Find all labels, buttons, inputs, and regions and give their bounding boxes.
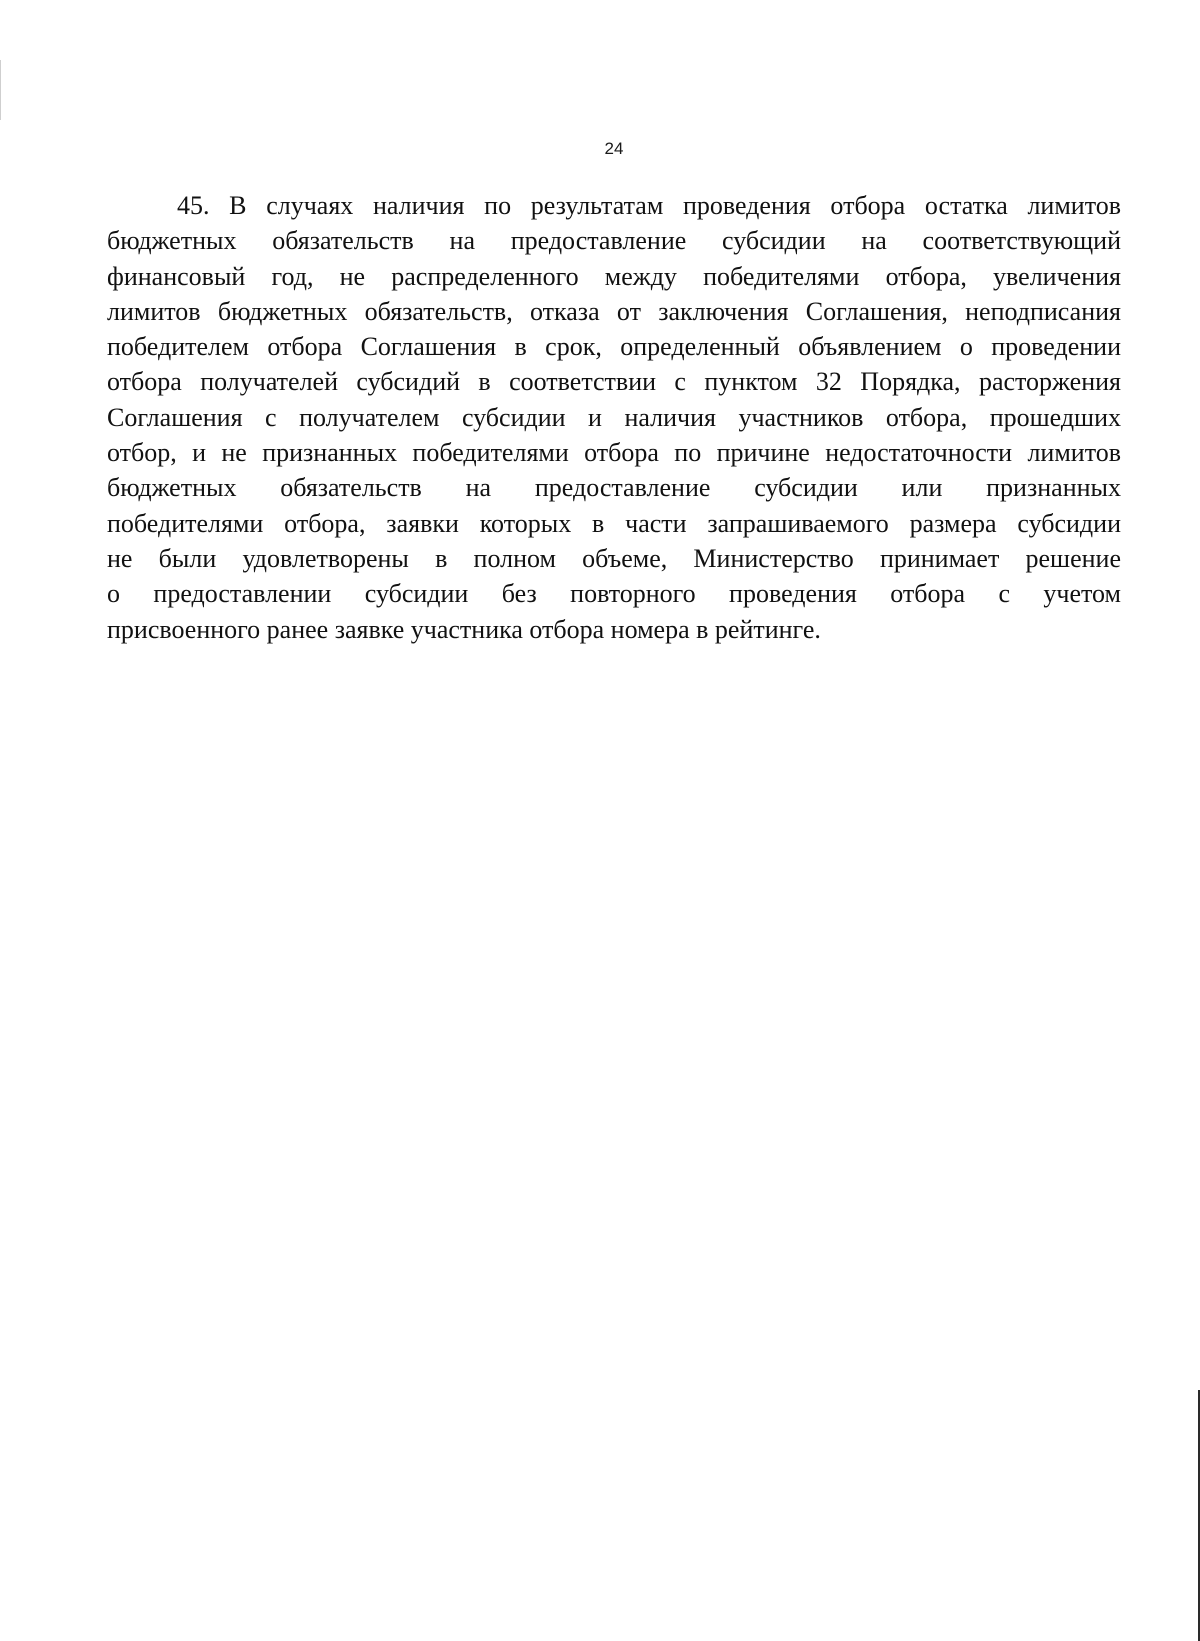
paragraph-line: о предоставлении субсидии без повторного проведения отбора с учетом (107, 579, 1121, 609)
paragraph-line: победителем отбора Соглашения в срок, определенный объявлением о проведении (107, 332, 1121, 362)
page-number: 24 (604, 139, 624, 158)
paragraph-line: Соглашения с получателем субсидии и наличия участников отбора, прошедших (107, 402, 1121, 432)
paragraph-line: лимитов бюджетных обязательств, отказа от заключения Соглашения, неподписания (107, 296, 1121, 326)
paragraph-line: не были удовлетворены в полном объеме, Министерство принимает решение (107, 543, 1121, 573)
paragraph-line: финансовый год, не распределенного между победителями отбора, увеличения (107, 261, 1121, 291)
paragraph-line: победителями отбора, заявки которых в части запрашиваемого размера субсидии (107, 508, 1121, 538)
scan-edge-mark (0, 60, 1, 120)
paragraph-line: отбор, и не признанных победителями отбора по причине недостаточности лимитов (107, 438, 1121, 468)
paragraph-line: присвоенного ранее заявке участника отбора номера в рейтинге. (107, 614, 821, 644)
paragraph-line: бюджетных обязательств на предоставление субсидии на соответствующий (107, 226, 1121, 256)
paragraph-line: 45. В случаях наличия по результатам проведения отбора остатка лимитов (177, 191, 1121, 220)
paragraph-line: бюджетных обязательств на предоставление субсидии или признанных (107, 473, 1121, 503)
paragraph-line: отбора получателей субсидий в соответствии с пунктом 32 Порядка, расторжения (107, 367, 1121, 397)
paragraph-45 (107, 188, 1121, 647)
